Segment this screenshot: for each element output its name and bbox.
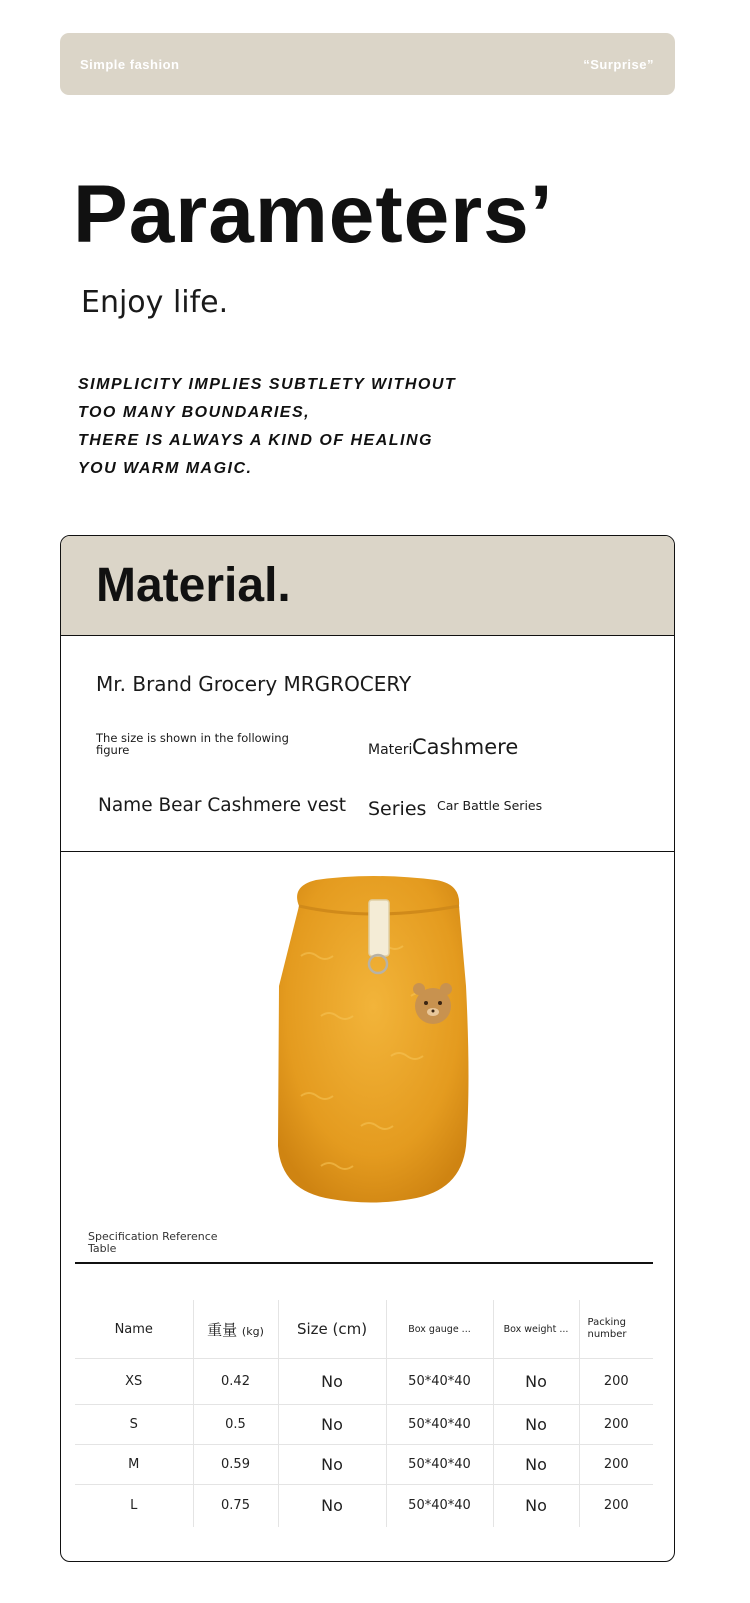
section-divider [61,851,674,852]
quote-line: THERE IS ALWAYS A KIND OF HEALING [78,432,433,449]
material-header [61,536,674,636]
cell-packing: 200 [579,1405,653,1445]
size-note: The size is shown in the following figure [96,731,289,757]
spec-table [75,1300,653,1527]
product-image [261,866,481,1216]
spec-divider [75,1262,653,1264]
cell-name: S [75,1405,193,1445]
weight-unit: (kg) [241,1324,264,1338]
cell-box-weight: No [493,1485,579,1527]
cell-box-gauge: 50*40*40 [386,1405,493,1445]
cell-box-gauge: 50*40*40 [386,1359,493,1405]
col-header-packing: Packing number [579,1300,653,1359]
cell-packing: 200 [579,1445,653,1485]
table-header-row [75,1300,653,1359]
material-card [60,535,675,1562]
cell-weight: 0.5 [193,1405,278,1445]
col-header-weight [193,1300,278,1359]
banner-right-text: “Surprise” [583,57,654,72]
material-label: Materi [368,742,413,758]
cell-weight: 0.42 [193,1359,278,1405]
brand-line: Mr. Brand Grocery MRGROCERY [96,672,412,696]
tagline-quote [78,371,456,483]
cell-box-gauge: 50*40*40 [386,1445,493,1485]
cell-weight: 0.59 [193,1445,278,1485]
series-value: Car Battle Series [437,798,543,813]
cell-size: No [278,1405,386,1445]
col-header-box-weight: Box weight ... [493,1300,579,1359]
cell-name: XS [75,1359,193,1405]
series-label: Series [368,798,427,820]
material-value: Cashmere [412,735,519,759]
cell-packing: 200 [579,1359,653,1405]
quote-line: TOO MANY BOUNDARIES, [78,404,311,421]
cell-size: No [278,1359,386,1405]
cell-box-weight: No [493,1405,579,1445]
product-name-line: Name Bear Cashmere vest [98,795,347,816]
cell-box-gauge: 50*40*40 [386,1485,493,1527]
cell-box-weight: No [493,1445,579,1485]
top-banner [60,33,675,95]
cell-name: L [130,1498,138,1514]
cell-box-weight: No [493,1359,579,1405]
page-title: Parameters’ [73,169,554,260]
page-subtitle: Enjoy life. [81,285,229,320]
cell-size: No [278,1445,386,1485]
material-title: Material. [96,559,291,612]
col-header-name: Name [75,1300,193,1359]
table-row [75,1445,653,1485]
weight-header-text: 重量 [207,1320,238,1339]
cell-packing: 200 [579,1485,653,1527]
col-header-box-gauge: Box gauge ... [386,1300,493,1359]
quote-line: YOU WARM MAGIC. [78,460,253,477]
col-header-size: Size (cm) [278,1300,386,1359]
cell-name: M [75,1445,193,1485]
quote-line: SIMPLICITY IMPLIES SUBTLETY WITHOUT [78,376,457,393]
banner-left-text: Simple fashion [80,57,180,72]
cell-size: No [278,1485,386,1527]
table-row [75,1485,653,1527]
table-row [75,1359,653,1405]
table-row [75,1405,653,1445]
spec-caption: Specification Reference Table [88,1230,218,1255]
cell-weight: 0.75 [193,1485,278,1527]
